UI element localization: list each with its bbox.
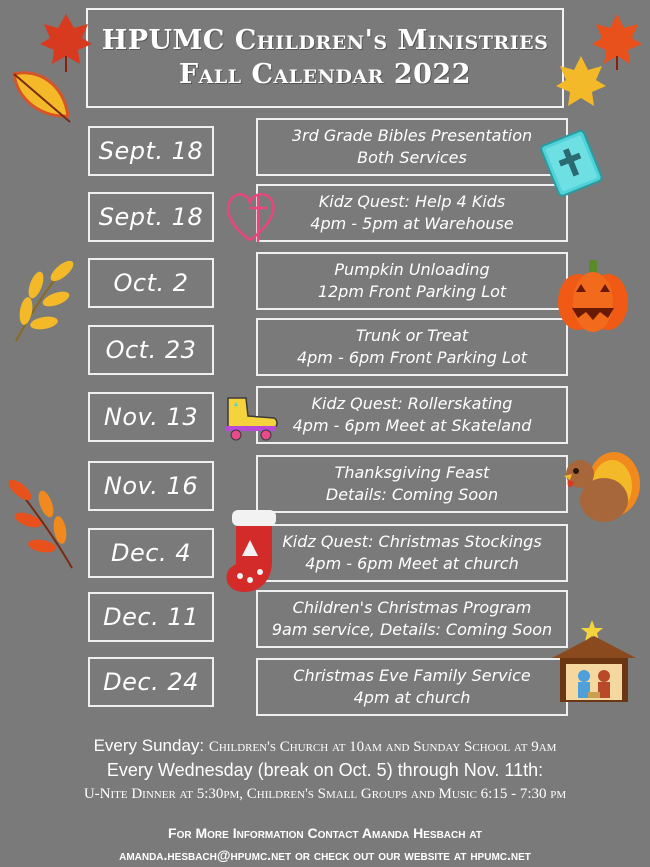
event-date: Oct. 23 xyxy=(88,325,214,375)
red-branch-leaves-icon xyxy=(6,476,80,572)
rollerskate-icon xyxy=(220,392,282,442)
event-date: Nov. 13 xyxy=(88,392,214,442)
event-title: 3rd Grade Bibles Presentation xyxy=(291,126,533,145)
event-item xyxy=(256,118,568,176)
event-detail: 4pm - 6pm Meet at church xyxy=(305,554,519,573)
event-item xyxy=(256,386,568,444)
event-item xyxy=(256,252,568,310)
event-detail: Both Services xyxy=(357,148,467,167)
event-date: Sept. 18 xyxy=(88,126,214,176)
wednesday-detail: U-Nite Dinner at 5:30pm, Children's Small Groups and Music 6:15 - 7:30 pm xyxy=(83,786,567,802)
event-date: Sept. 18 xyxy=(88,192,214,242)
event-title: Trunk or Treat xyxy=(355,326,469,345)
event-detail: 4pm - 6pm Meet at Skateland xyxy=(292,416,532,435)
wednesday-schedule: Every Wednesday (break on Oct. 5) through Nov. 11th: xyxy=(106,760,544,780)
yellow-branch-leaves-icon xyxy=(6,255,78,345)
event-item xyxy=(256,524,568,582)
event-date: Dec. 4 xyxy=(88,528,214,578)
event-item xyxy=(256,455,568,513)
event-item xyxy=(256,590,568,648)
page-subtitle: Fall Calendar 2022 xyxy=(178,59,472,90)
bible-icon xyxy=(538,122,606,202)
event-detail: 4pm - 5pm at Warehouse xyxy=(310,214,514,233)
turkey-icon xyxy=(558,444,644,526)
page-title: HPUMC Children's Ministries xyxy=(101,25,549,56)
event-detail: Details: Coming Soon xyxy=(325,485,499,504)
event-item xyxy=(256,318,568,376)
sunday-label: Every Sunday: xyxy=(93,736,205,755)
orange-leaf-icon xyxy=(8,64,74,126)
nativity-icon xyxy=(548,618,640,708)
contact-email-website: amanda.hesbach@hpumc.net or check out our website at hpumc.net xyxy=(119,847,531,863)
event-item xyxy=(256,658,568,716)
event-detail: 4pm at church xyxy=(353,688,471,707)
pumpkin-icon xyxy=(554,258,632,336)
sunday-schedule xyxy=(0,736,650,756)
heart-cross-icon xyxy=(222,186,280,248)
contact-line: For More Information Contact Amanda Hesbach at xyxy=(168,825,482,841)
event-title: Pumpkin Unloading xyxy=(334,260,490,279)
event-title: Thanksgiving Feast xyxy=(334,463,490,482)
event-date: Dec. 11 xyxy=(88,592,214,642)
event-detail: 12pm Front Parking Lot xyxy=(317,282,507,301)
event-date: Nov. 16 xyxy=(88,461,214,511)
sunday-text: Children's Church at 10am and Sunday School at 9am xyxy=(208,739,557,755)
event-detail: 4pm - 6pm Front Parking Lot xyxy=(296,348,528,367)
event-item xyxy=(256,184,568,242)
event-title: Kidz Quest: Help 4 Kids xyxy=(318,192,506,211)
event-date: Dec. 24 xyxy=(88,657,214,707)
event-title: Christmas Eve Family Service xyxy=(293,666,531,685)
event-title: Kidz Quest: Christmas Stockings xyxy=(282,532,542,551)
event-title: Children's Christmas Program xyxy=(292,598,532,617)
title-box xyxy=(86,8,564,108)
stocking-icon xyxy=(218,506,284,598)
event-title: Kidz Quest: Rollerskating xyxy=(311,394,513,413)
event-detail: 9am service, Details: Coming Soon xyxy=(271,620,553,639)
event-date: Oct. 2 xyxy=(88,258,214,308)
yellow-maple-leaf-icon xyxy=(553,54,609,112)
